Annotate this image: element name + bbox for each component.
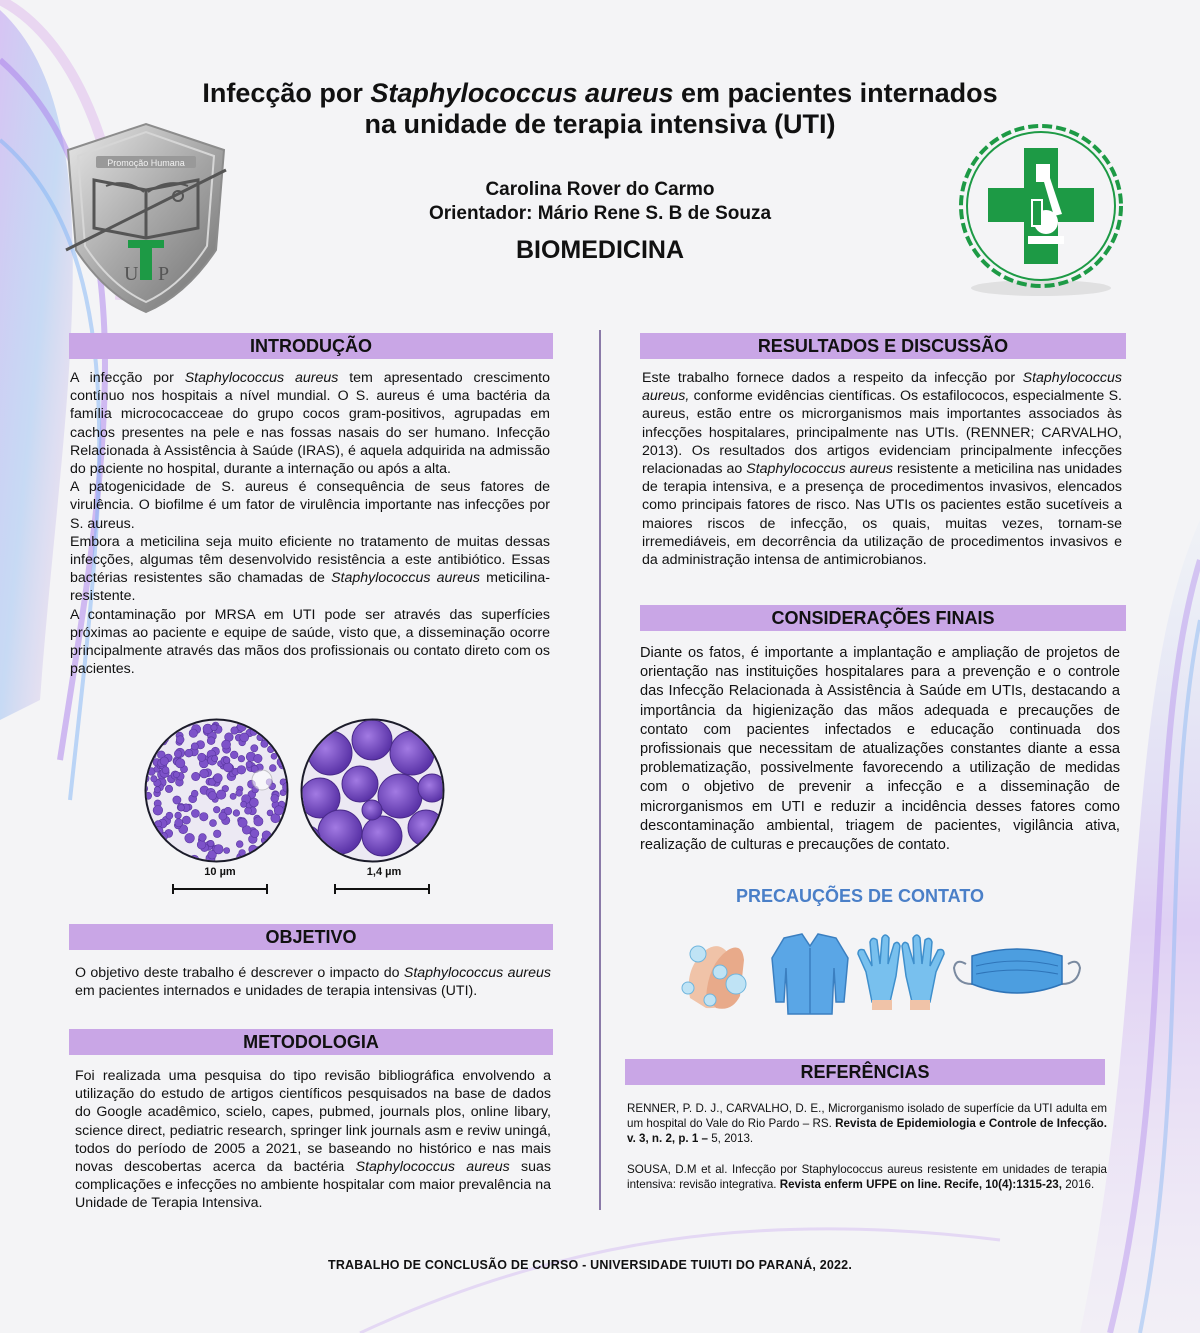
intro-p3-b: meticilina-resistente. (70, 570, 550, 605)
intro-p3-italic: Staphylococcus aureus (331, 570, 480, 587)
consideracoes-p: Diante os fatos, é importante a implantação e ampliação de projetos de orientação nas instituições hospitalares para a prevenção e o controle das Infecção Relacionada à Assistência à Saúde em UTIs, destacando a importância da higienização das mãos adequada e precauções de contato com pacientes infectados e educação continuada dos profissionais que necessitam de atualizações constantes diante a essa problematização, possivelmente favorecendo a utilização de medidas com o objetivo de prevenir a infecção e a disseminação de microrganismos em UTI e reduzir a incidência desses fatores como descontaminação ambiental, triagem de pacientes, vigilância ativa, realização de culturas e precauções de contato. (640, 645, 1120, 854)
precaucoes-icons (676, 928, 1096, 1018)
scale-bar-1 (172, 888, 268, 890)
consideracoes-text (640, 644, 1120, 855)
title-line1-italic: Staphylococcus aureus (370, 78, 674, 108)
objetivo-a: O objetivo deste trabalho é descrever o impacto do (75, 965, 404, 981)
intro-p1-italic: Staphylococcus aureus (184, 370, 339, 386)
intro-p3-a: Embora a meticilina seja muito eficiente no tratamento de muitas dessas infecções, algumas têm desenvolvido resistência a este antibiótico. Essas bactérias resistentes são chamadas de (70, 533, 550, 587)
objetivo-text (75, 964, 551, 1000)
hand-washing-icon (682, 946, 746, 1009)
intro-p1-a: A infecção por (70, 370, 185, 386)
objetivo-heading: OBJETIVO (69, 924, 553, 950)
intro-p2: A patogenicidade de S. aureus é consequência de seus fatores de virulência. O biofilme é um fator de virulência importante nas infecções por S. aureus. (70, 479, 550, 532)
ref1-c: 5, 2013. (707, 1132, 754, 1145)
metodologia-a: Foi realizada uma pesquisa do tipo revisão bibliográfica envolvendo a utilização do estudo de artigos científicos pesquisados na base de dados do Google acadêmico, scielo, capes, pubmed, journals plos, online libary, science direct, pediatric research, springer link journals asm e reviw uningá, todos do período de 2005 a 2021, se baseando no histórico e nas mais novas descobertas acerca da bactéria (75, 1068, 551, 1176)
resultados-c: resistente a meticilina nas unidades de terapia intensiva, e a presença de procedimentos invasivos, elencados como principais fatores de risco. Nas UTIs os pacientes estão sucetíveis a maiores riscos de infecção, os quais, muitas vezes, tornam-se irremediáveis, em decorrência da utilização de procedimentos invasivos e da administração intensa de antimicrobianos. (642, 461, 1122, 569)
gown-icon (772, 934, 848, 1014)
face-mask-icon (954, 949, 1080, 993)
scale-label-2: 1,4 µm (366, 866, 402, 878)
bacteria-micrograph-1-4um (300, 718, 445, 863)
logo-letter-u: U (124, 263, 139, 285)
precaucoes-title: PRECAUÇÕES DE CONTATO (735, 886, 985, 906)
resultados-italic-2: Staphylococcus aureus (746, 461, 893, 478)
objetivo-italic: Staphylococcus aureus (403, 965, 551, 981)
ref1-b: Revista de Epidemiologia e Controle de Infecção. v. 3, n. 2, p. 1 – (627, 1117, 1107, 1145)
logo-text: Promoção Humana (107, 158, 185, 168)
introducao-heading: INTRODUÇÃO (69, 333, 553, 359)
ref2-b: Revista enferm UFPE on line. Recife, 10(4):1315-23, (779, 1178, 1062, 1191)
resultados-b: conforme evidências científicas. Os estafilococos, especialmente S. aureus, estão entre os microrganismos mais importantes associados às infecções hospitalares, principalmente nas UTIs. (RENNER; CARVALHO, 2013). Os resultados dos artigos evidenciam principalmente infecções relacionadas ao (642, 388, 1122, 478)
scale-label-1: 10 µm (204, 866, 236, 878)
intro-p1-b: tem apresentado crescimento contínuo nos hospitais a nível mundial. O S. aureus é uma bactéria da família micrococacceae do grupo cocos gram-positivos, agrupadas em cachos presentes na pele e nas fossas nasais do ser humano. Infecção Relacionada à Assistência à Saúde (IRAS), é aquela adquirida na admissão do paciente no hospital, durante a internação ou após a alta. (70, 370, 550, 478)
metodologia-heading: METODOLOGIA (69, 1029, 553, 1055)
objetivo-b: em pacientes internados e unidades de terapia intensivas (UTI). (75, 983, 478, 1000)
ref2-c: 2016. (1061, 1178, 1095, 1191)
consideracoes-heading: CONSIDERAÇÕES FINAIS (640, 605, 1126, 631)
title-line1-post: em pacientes internados (673, 78, 998, 108)
bacteria-micrograph-10um (144, 718, 289, 863)
resultados-heading: RESULTADOS E DISCUSSÃO (640, 333, 1126, 359)
reference-2 (627, 1162, 1107, 1192)
ref1-a: RENNER, P. D. J., CARVALHO, D. E., Microrganismo isolado de superfície da UTI adulta em um hospital do Vale do Rio Pardo – RS. (627, 1102, 1107, 1130)
course-name: BIOMEDICINA (515, 236, 685, 264)
intro-p4: A contaminação por MRSA em UTI pode ser através das superfícies próximas ao paciente e equipe de saúde, visto que, a disseminação ocorre principalmente através das mãos dos profissionais ou contato direto com os pacientes. (70, 606, 550, 678)
scale-bar-2 (334, 888, 430, 890)
metodologia-b: suas complicações e infecções no ambiente hospitalar com maior prevalência na Unidade de Terapia Intensiva. (75, 1159, 551, 1212)
author-name: Carolina Rover do Carmo (485, 179, 715, 200)
referencias-heading: REFERÊNCIAS (625, 1059, 1105, 1085)
poster-title (140, 78, 1060, 140)
ref2-a: SOUSA, D.M et al. Infecção por Staphylococcus aureus resistente em unidades de terapia intensiva: revisão integrativa. (627, 1163, 1107, 1191)
resultados-a: Este trabalho fornece dados a respeito da infecção por (642, 370, 1023, 386)
poster-header (140, 78, 1060, 226)
column-divider (599, 330, 601, 1210)
advisor-name: Orientador: Mário Rene S. B de Souza (428, 203, 772, 224)
logo-letter-p: P (158, 263, 170, 285)
gloves-icon (858, 935, 944, 1010)
title-line2: na unidade de terapia intensiva (UTI) (364, 109, 836, 139)
reference-1 (627, 1101, 1107, 1146)
footer: TRABALHO DE CONCLUSÃO DE CURSO - UNIVERSIDADE TUIUTI DO PARANÁ, 2022. (327, 1258, 853, 1272)
resultados-text (642, 369, 1122, 569)
title-line1-pre: Infecção por (202, 78, 371, 108)
metodologia-text (75, 1067, 551, 1213)
authors (140, 178, 1060, 226)
resultados-italic-1: Staphylococcus aureus, (642, 370, 1122, 405)
introducao-text (70, 369, 550, 678)
metodologia-italic: Staphylococcus aureus (355, 1159, 510, 1176)
